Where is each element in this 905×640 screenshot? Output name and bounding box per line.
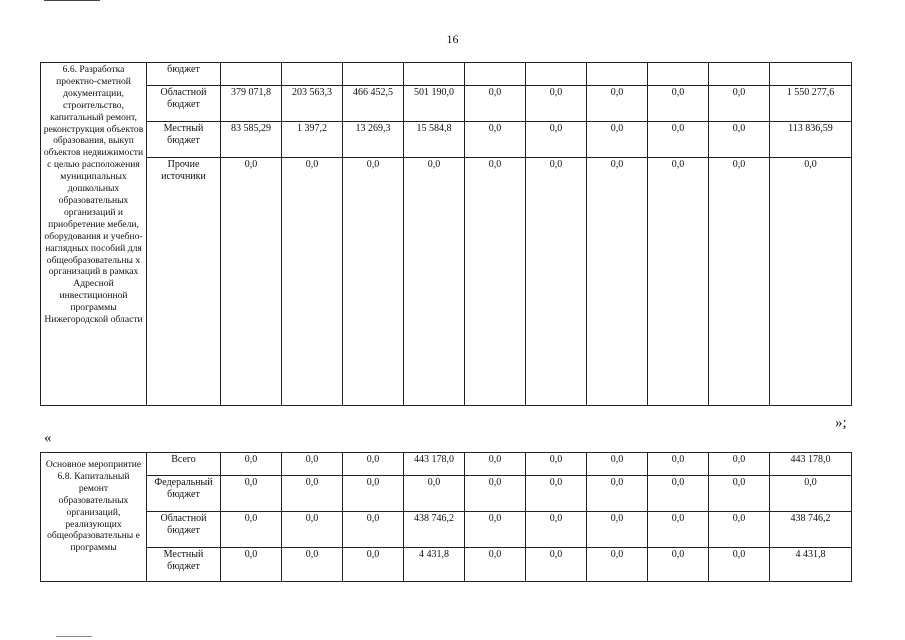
value-cell: 0,0 — [465, 122, 526, 158]
table-row — [41, 476, 852, 512]
funding-source: Областной бюджет — [147, 86, 221, 122]
value-cell: 0,0 — [709, 453, 770, 476]
value-cell — [343, 63, 404, 86]
value-cell: 0,0 — [648, 122, 709, 158]
funding-source: Всего — [147, 453, 221, 476]
value-cell: 0,0 — [526, 453, 587, 476]
value-cell: 13 269,3 — [343, 122, 404, 158]
value-cell: 0,0 — [587, 476, 648, 512]
value-cell: 0,0 — [587, 548, 648, 582]
value-cell: 0,0 — [648, 476, 709, 512]
funding-source: Областной бюджет — [147, 512, 221, 548]
total-cell — [770, 63, 852, 86]
value-cell: 0,0 — [587, 86, 648, 122]
value-cell — [709, 63, 770, 86]
total-cell: 113 836,59 — [770, 122, 852, 158]
table-row — [41, 158, 852, 406]
value-cell: 0,0 — [587, 512, 648, 548]
value-cell: 0,0 — [709, 86, 770, 122]
value-cell: 0,0 — [526, 476, 587, 512]
value-cell: 0,0 — [526, 158, 587, 406]
value-cell: 1 397,2 — [282, 122, 343, 158]
value-cell: 0,0 — [526, 122, 587, 158]
value-cell — [526, 63, 587, 86]
value-cell: 0,0 — [221, 512, 282, 548]
top-rule — [44, 0, 100, 1]
funding-source: Федеральный бюджет — [147, 476, 221, 512]
value-cell: 0,0 — [282, 158, 343, 406]
value-cell: 0,0 — [587, 158, 648, 406]
value-cell: 0,0 — [221, 158, 282, 406]
value-cell — [587, 63, 648, 86]
value-cell: 0,0 — [282, 453, 343, 476]
bottom-rule — [56, 636, 92, 637]
value-cell: 0,0 — [587, 453, 648, 476]
table-row — [41, 512, 852, 548]
table-row — [41, 63, 852, 86]
value-cell — [404, 63, 465, 86]
closing-quote: »; — [835, 415, 847, 431]
value-cell: 438 746,2 — [404, 512, 465, 548]
table-row — [41, 548, 852, 582]
value-cell: 0,0 — [648, 453, 709, 476]
measure-description: Основное мероприятие 6.8. Капитальный ремонт образовательных организаций, реализующих общеобразовательны е программы — [41, 453, 147, 582]
total-cell: 443 178,0 — [770, 453, 852, 476]
total-cell: 0,0 — [770, 158, 852, 406]
page-number: 16 — [446, 32, 459, 46]
table-row — [41, 122, 852, 158]
total-cell: 4 431,8 — [770, 548, 852, 582]
value-cell: 0,0 — [526, 512, 587, 548]
value-cell: 0,0 — [709, 122, 770, 158]
value-cell: 0,0 — [282, 548, 343, 582]
value-cell: 0,0 — [648, 548, 709, 582]
value-cell: 0,0 — [465, 476, 526, 512]
value-cell: 0,0 — [221, 476, 282, 512]
funding-source: бюджет — [147, 63, 221, 86]
value-cell: 0,0 — [465, 453, 526, 476]
value-cell: 15 584,8 — [404, 122, 465, 158]
value-cell — [221, 63, 282, 86]
value-cell — [465, 63, 526, 86]
value-cell: 0,0 — [526, 86, 587, 122]
budget-table-6-8 — [40, 452, 852, 582]
value-cell: 0,0 — [343, 158, 404, 406]
value-cell: 0,0 — [221, 453, 282, 476]
value-cell: 0,0 — [648, 158, 709, 406]
value-cell: 0,0 — [343, 453, 404, 476]
value-cell: 0,0 — [709, 476, 770, 512]
value-cell: 0,0 — [648, 86, 709, 122]
total-cell: 1 550 277,6 — [770, 86, 852, 122]
value-cell: 0,0 — [465, 158, 526, 406]
value-cell: 4 431,8 — [404, 548, 465, 582]
funding-source: Местный бюджет — [147, 548, 221, 582]
value-cell: 0,0 — [587, 122, 648, 158]
value-cell: 0,0 — [221, 548, 282, 582]
funding-source: Местный бюджет — [147, 122, 221, 158]
value-cell: 0,0 — [709, 158, 770, 406]
value-cell: 379 071,8 — [221, 86, 282, 122]
value-cell: 203 563,3 — [282, 86, 343, 122]
value-cell: 0,0 — [404, 158, 465, 406]
value-cell: 466 452,5 — [343, 86, 404, 122]
funding-source: Прочие источники — [147, 158, 221, 406]
value-cell: 0,0 — [526, 548, 587, 582]
value-cell: 0,0 — [648, 512, 709, 548]
total-cell: 0,0 — [770, 476, 852, 512]
value-cell — [282, 63, 343, 86]
value-cell: 0,0 — [343, 476, 404, 512]
value-cell: 83 585,29 — [221, 122, 282, 158]
value-cell: 0,0 — [709, 548, 770, 582]
budget-table-6-6 — [40, 62, 852, 406]
value-cell: 0,0 — [282, 476, 343, 512]
value-cell — [648, 63, 709, 86]
value-cell: 501 190,0 — [404, 86, 465, 122]
value-cell: 0,0 — [343, 512, 404, 548]
table-row — [41, 86, 852, 122]
opening-quote: « — [44, 430, 52, 446]
value-cell: 0,0 — [465, 86, 526, 122]
value-cell: 0,0 — [709, 512, 770, 548]
value-cell: 0,0 — [343, 548, 404, 582]
value-cell: 0,0 — [404, 476, 465, 512]
measure-description: 6.6. Разработка проектно-сметной документации, строительство, капитальный ремонт, реконструкция объектов образования, выкуп объектов недвижимости с целью расположения муниципальных дошкольных образовательных организаций и приобретение мебели, оборудования и учебно-наглядных пособий для общеобразовательны х организаций в рамках Адресной инвестиционной программы Нижегородской области — [41, 63, 147, 406]
value-cell: 0,0 — [465, 548, 526, 582]
value-cell: 443 178,0 — [404, 453, 465, 476]
value-cell: 0,0 — [465, 512, 526, 548]
total-cell: 438 746,2 — [770, 512, 852, 548]
table-row — [41, 453, 852, 476]
value-cell: 0,0 — [282, 512, 343, 548]
